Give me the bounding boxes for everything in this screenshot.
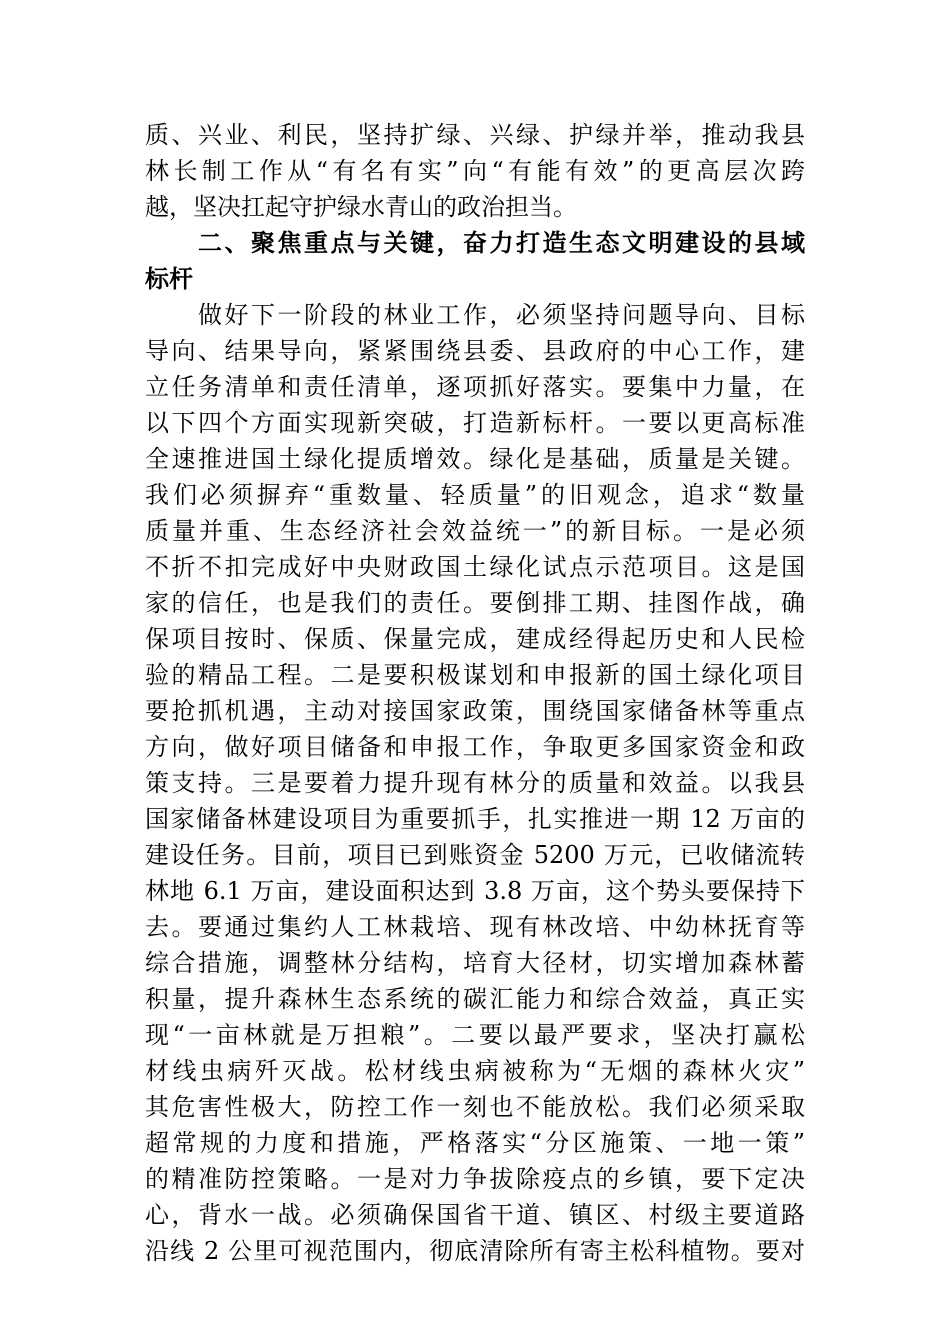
- body-text-line: 材线虫病歼灭战。松材线虫病被称为“无烟的森林火灾”: [145, 1057, 805, 1085]
- body-text-line: 林长制工作从“有名有实”向“有能有效”的更高层次跨: [145, 157, 805, 185]
- body-text-line: 保项目按时、保质、保量完成，建成经得起历史和人民检: [145, 625, 805, 653]
- body-text-line: 以下四个方面实现新突破，打造新标杆。一要以更高标准: [145, 409, 805, 437]
- body-text-line: 验的精品工程。二是要积极谋划和申报新的国土绿化项目: [145, 661, 805, 689]
- body-text-line: 积量，提升森林生态系统的碳汇能力和综合效益，真正实: [145, 985, 805, 1013]
- body-text-line: 策支持。三是要着力提升现有林分的质量和效益。以我县: [145, 769, 805, 797]
- body-text-line: 心，背水一战。必须确保国省干道、镇区、村级主要道路: [145, 1201, 805, 1229]
- body-text-line: 建设任务。目前，项目已到账资金 5200 万元，已收储流转: [145, 841, 805, 869]
- body-text-line: 导向、结果导向，紧紧围绕县委、县政府的中心工作，建: [145, 337, 805, 365]
- section-heading-line: 标杆: [145, 265, 193, 293]
- body-text-line: 林地 6.1 万亩，建设面积达到 3.8 万亩，这个势头要保持下: [145, 877, 805, 905]
- body-text-line: 方向，做好项目储备和申报工作，争取更多国家资金和政: [145, 733, 805, 761]
- body-text-line: 立任务清单和责任清单，逐项抓好落实。要集中力量，在: [145, 373, 805, 401]
- body-text-line: 质、兴业、利民，坚持扩绿、兴绿、护绿并举，推动我县: [145, 121, 805, 149]
- body-text-line: 国家储备林建设项目为重要抓手，扎实推进一期 12 万亩的: [145, 805, 805, 833]
- body-text-line: 我们必须摒弃“重数量、轻质量”的旧观念，追求“数量: [145, 481, 805, 509]
- body-text-line: 质量并重、生态经济社会效益统一”的新目标。一是必须: [145, 517, 805, 545]
- body-text-line: 要抢抓机遇，主动对接国家政策，围绕国家储备林等重点: [145, 697, 805, 725]
- body-text-line: 全速推进国土绿化提质增效。绿化是基础，质量是关键。: [145, 445, 805, 473]
- body-text-line: 的精准防控策略。一是对力争拔除疫点的乡镇，要下定决: [145, 1165, 805, 1193]
- body-text-line: 越，坚决扛起守护绿水青山的政治担当。: [145, 193, 577, 221]
- body-text-line: 沿线 2 公里可视范围内，彻底清除所有寄主松科植物。要对: [145, 1237, 805, 1265]
- body-text-line: 其危害性极大，防控工作一刻也不能放松。我们必须采取: [145, 1093, 805, 1121]
- body-text-line: 不折不扣完成好中央财政国土绿化试点示范项目。这是国: [145, 553, 805, 581]
- body-text-line: 超常规的力度和措施，严格落实“分区施策、一地一策”: [145, 1129, 805, 1157]
- body-text-line: 去。要通过集约人工林栽培、现有林改培、中幼林抚育等: [145, 913, 805, 941]
- body-text-line: 综合措施，调整林分结构，培育大径材，切实增加森林蓄: [145, 949, 805, 977]
- section-heading-line: 二、聚焦重点与关键，奋力打造生态文明建设的县域: [145, 229, 805, 257]
- body-text-line: 做好下一阶段的林业工作，必须坚持问题导向、目标: [145, 301, 805, 329]
- body-text-line: 现“一亩林就是万担粮”。二要以最严要求，坚决打赢松: [145, 1021, 805, 1049]
- body-text-line: 家的信任，也是我们的责任。要倒排工期、挂图作战，确: [145, 589, 805, 617]
